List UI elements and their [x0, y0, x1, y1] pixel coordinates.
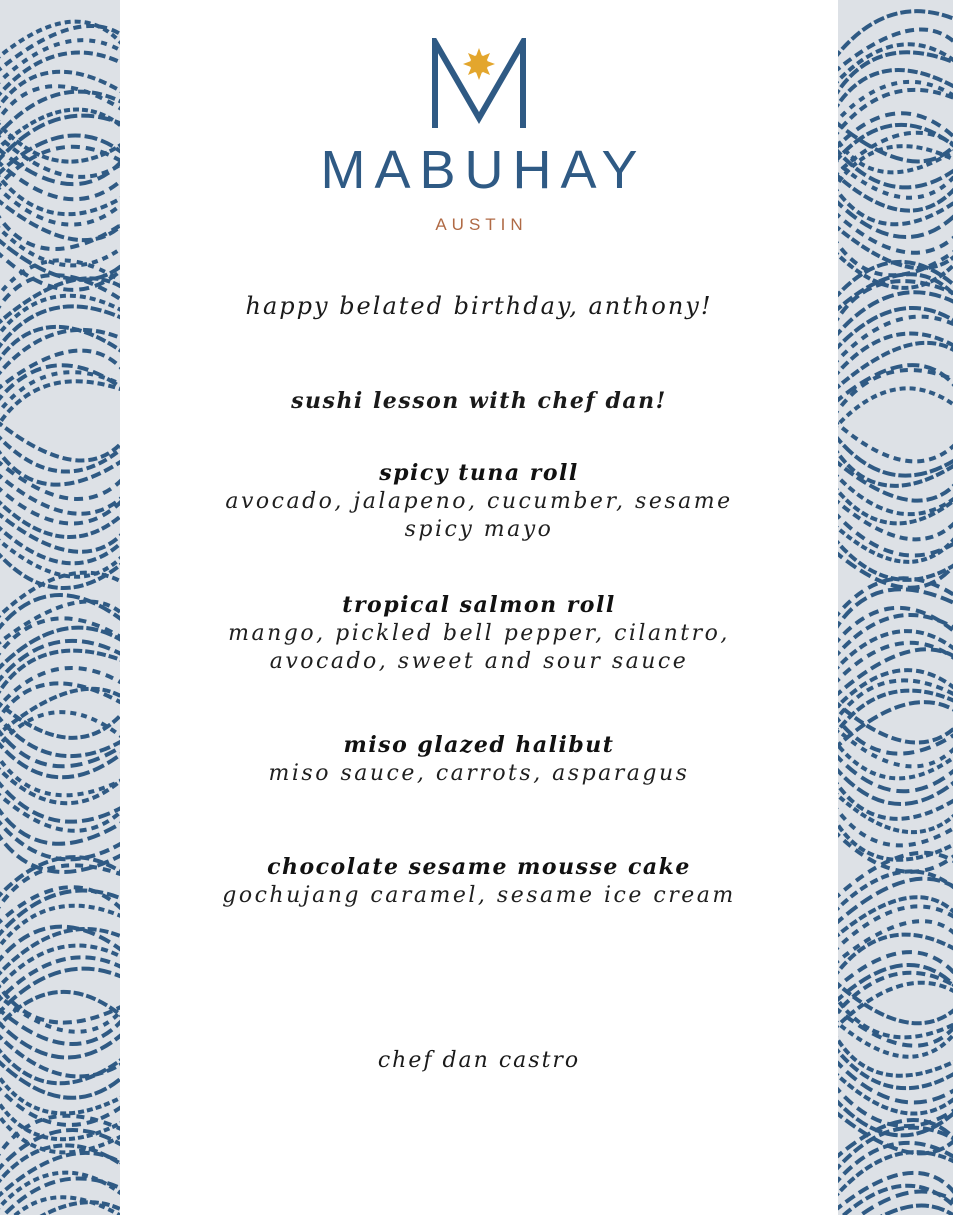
greeting: happy belated birthday, anthony!	[245, 292, 713, 320]
stitch-line	[838, 459, 953, 501]
stitch-line	[838, 973, 953, 1017]
stitch-line	[838, 550, 953, 588]
course-item	[120, 590, 838, 676]
stitch-line	[0, 726, 120, 766]
stitch-line	[0, 668, 120, 711]
course-name: miso glazed halibut	[343, 732, 615, 758]
stitch-line	[838, 498, 953, 539]
stitch-line	[0, 40, 120, 86]
leaf-pattern-left	[0, 0, 120, 1215]
stitch-line	[0, 817, 120, 859]
stitch-line	[0, 1058, 120, 1098]
stitch-line	[0, 26, 120, 73]
stitch-line	[0, 993, 120, 1032]
stitch-line	[0, 641, 120, 685]
course-item	[120, 730, 838, 788]
course-description: miso sauce, carrots, asparagus	[268, 761, 690, 786]
stitch-line	[838, 146, 953, 190]
stitch-line	[838, 388, 953, 430]
mabuhay-logo-icon	[427, 38, 531, 130]
stitch-line	[0, 778, 120, 822]
stitch-line	[838, 983, 953, 1030]
stitch-line	[838, 791, 953, 832]
course-description: mango, pickled bell pepper, cilantro,	[228, 621, 730, 646]
stitch-line	[0, 224, 120, 265]
course-item	[120, 458, 838, 544]
stitch-line	[0, 700, 120, 738]
stitch-line	[0, 752, 120, 795]
brand-city: AUSTIN	[435, 215, 528, 234]
course-description: avocado, sweet and sour sauce	[269, 649, 689, 674]
course-description: avocado, jalapeno, cucumber, sesame	[225, 489, 733, 514]
stitch-line	[838, 1058, 953, 1102]
course-item	[120, 852, 838, 910]
right-border-pattern	[838, 0, 953, 1215]
stitch-line	[0, 957, 120, 1004]
stitch-line	[838, 370, 953, 417]
stitch-line	[838, 90, 953, 138]
leaf-pattern-right	[838, 0, 953, 1215]
course-description: spicy mayo	[404, 517, 554, 542]
stitch-line	[838, 608, 953, 646]
stitch-line	[838, 198, 953, 237]
left-border-pattern	[0, 0, 120, 1215]
stitch-line	[838, 146, 953, 187]
stitch-line	[0, 53, 120, 99]
stitch-line	[838, 446, 953, 486]
stitch-line	[838, 420, 953, 461]
stitch-line	[838, 691, 953, 737]
stitch-line	[0, 381, 120, 430]
event-title: sushi lesson with chef dan!	[291, 388, 667, 414]
sun-icon	[463, 48, 495, 80]
menu-card	[120, 0, 838, 1215]
course-name: spicy tuna roll	[379, 460, 579, 486]
stitch-line	[838, 906, 953, 952]
stitch-line	[838, 752, 953, 791]
course-name: chocolate sesame mousse cake	[267, 854, 691, 880]
stitch-line	[0, 472, 120, 514]
chef-signature: chef dan castro	[377, 1048, 581, 1073]
stitch-line	[838, 1084, 953, 1126]
stitch-line	[838, 82, 953, 125]
stitch-line	[0, 765, 120, 803]
stitch-line	[0, 498, 120, 537]
course-name: tropical salmon roll	[342, 592, 616, 618]
stitch-line	[838, 524, 953, 562]
course-description: gochujang caramel, sesame ice cream	[222, 883, 736, 908]
stitch-line	[0, 651, 120, 698]
brand-name: MABUHAY	[320, 140, 647, 200]
stitch-line	[0, 739, 120, 777]
stitch-line	[0, 459, 120, 499]
